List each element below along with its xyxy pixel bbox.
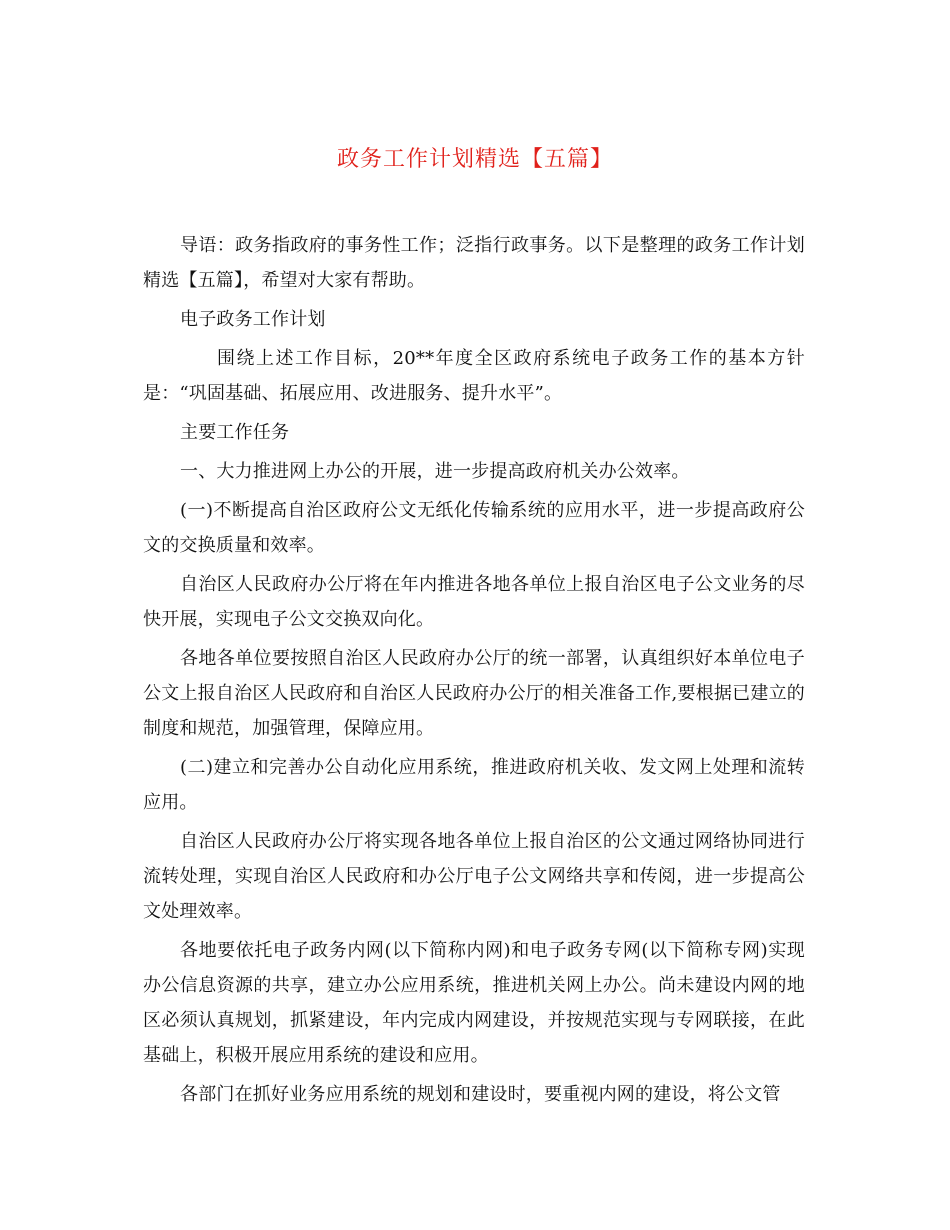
- paragraph-units-deployment: 各地各单位要按照自治区人民政府办公厅的统一部署，认真组织好本单位电子公文上报自治区人民政府和自治区人民政府办公厅的相关准备工作,要根据已建立的制度和规范，加强管理，保障应用。: [143, 648, 805, 739]
- paragraph-task-1-2: (二)建立和完善办公自动化应用系统，推进政府机关收、发文网上处理和流转应用。: [143, 757, 805, 813]
- paragraph-task-1: 一、大力推进网上办公的开展，进一步提高政府机关办公效率。: [180, 461, 690, 482]
- paragraph-intro: 导语：政务指政府的事务性工作；泛指行政事务。以下是整理的政务工作计划精选【五篇】，希望对大家有帮助。: [143, 235, 805, 291]
- paragraph-office-plan: 自治区人民政府办公厅将在年内推进各地各单位上报自治区电子公文业务的尽快开展，实现电子公文交换双向化。: [143, 574, 805, 630]
- paragraph-intranet: 各地要依托电子政务内网(以下简称内网)和电子政务专网(以下简称专网)实现办公信息资源的共享，建立办公应用系统，推进机关网上办公。尚未建设内网的地区必须认真规划，抓紧建设，年内完成内网建设，并按规范实现与专网联接，在此基础上，积极开展应用系统的建设和应用。: [143, 940, 805, 1066]
- document-body: [143, 228, 805, 1116]
- paragraph-departments: 各部门在抓好业务应用系统的规划和建设时，要重视内网的建设，将公文管: [180, 1084, 781, 1105]
- paragraph-guideline: 围绕上述工作目标，20**年度全区政府系统电子政务工作的基本方针是：“巩固基础、拓展应用、改进服务、提升水平”。: [143, 348, 805, 404]
- document-title: 政务工作计划精选【五篇】: [336, 147, 613, 172]
- heading-main-tasks: 主要工作任务: [180, 422, 290, 443]
- paragraph-network-collab: 自治区人民政府办公厅将实现各地各单位上报自治区的公文通过网络协同进行流转处理，实现自治区人民政府和办公厅电子公文网络共享和传阅，进一步提高公文处理效率。: [143, 831, 805, 922]
- paragraph-task-1-1: (一)不断提高自治区政府公文无纸化传输系统的应用水平，进一步提高政府公文的交换质量和效率。: [143, 500, 805, 556]
- heading-e-gov-plan: 电子政务工作计划: [180, 309, 326, 330]
